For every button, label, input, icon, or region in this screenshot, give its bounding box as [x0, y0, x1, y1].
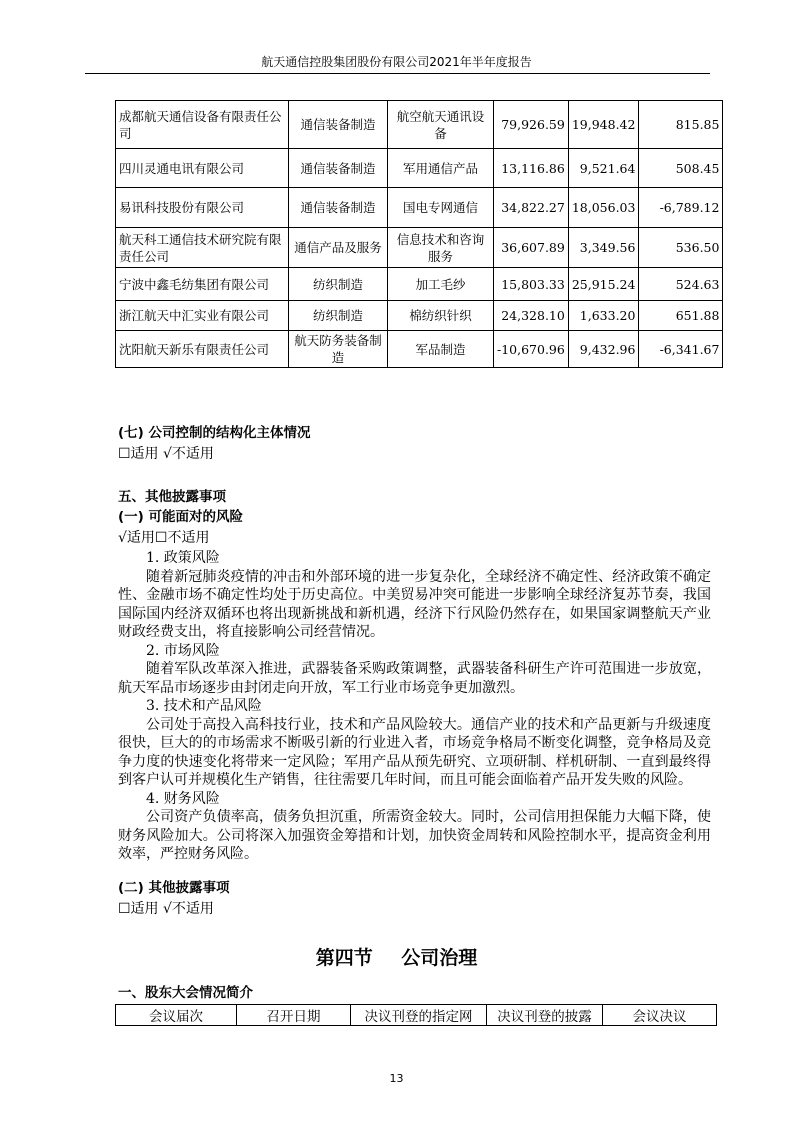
table-cell: 651.88 [639, 301, 723, 331]
table-cell: -6,789.12 [639, 188, 723, 228]
table-cell: 19,948.42 [568, 101, 639, 149]
table-cell: 纺织制造 [289, 301, 388, 331]
chapter-title: 第四节 公司治理 [315, 947, 478, 969]
table-cell: 34,822.27 [494, 188, 569, 228]
table-cell: 宁波中鑫毛纺集团有限公司 [116, 268, 289, 301]
table-cell: 815.85 [639, 101, 723, 149]
risk-body: 随着新冠肺炎疫情的冲击和外部环境的进一步复杂化，全球经济不确定性、经济政策不确定性、金融市场不确定性均处于历史高位。中美贸易冲突可能进一步影响全球经济复苏节奏，我国国际国内经济双循环也将出现新挑战和新机遇，经济下行风险仍然存在，如果国家调整航天产业财政经费支出，将直接影响公司经营情况。 [118, 568, 711, 640]
table-cell: 524.63 [639, 268, 723, 301]
table-cell: 508.45 [639, 149, 723, 188]
risk-title: 3. 技术和产品风险 [146, 698, 262, 714]
section-5-2-applicability: ☐适用 √不适用 [118, 900, 214, 917]
risk-title: 4. 财务风险 [146, 790, 220, 807]
table-cell: 国电专网通信 [388, 188, 494, 228]
column-header: 决议刊登的披露 [487, 1005, 603, 1026]
table-row [116, 268, 723, 301]
table-cell: 通信装备制造 [289, 188, 388, 228]
table-cell: 通信装备制造 [289, 149, 388, 188]
table-cell: 3,349.56 [568, 228, 639, 268]
table-cell: 航天防务装备制造 [289, 331, 388, 368]
table-cell: 18,056.03 [568, 188, 639, 228]
page-number: 13 [389, 1072, 404, 1085]
table-cell: 四川灵通电讯有限公司 [116, 149, 289, 188]
shareholder-meeting-table [115, 1004, 717, 1026]
risk-title: 2. 市场风险 [146, 642, 220, 659]
table-row [116, 101, 723, 149]
table-cell: 浙江航天中汇实业有限公司 [116, 301, 289, 331]
table-cell: 1,633.20 [568, 301, 639, 331]
table-cell: 36,607.89 [494, 228, 569, 268]
risk-section-flow [118, 549, 711, 920]
table-cell: 军品制造 [388, 331, 494, 368]
table-cell: 9,432.96 [568, 331, 639, 368]
table-row [116, 331, 723, 368]
section-7-title: (七) 公司控制的结构化主体情况 [118, 425, 311, 441]
table-cell: 易讯科技股份有限公司 [116, 188, 289, 228]
table-cell: 纺织制造 [289, 268, 388, 301]
column-header: 召开日期 [237, 1005, 351, 1026]
table-cell: 通信产品及服务 [289, 228, 388, 268]
table-row [116, 188, 723, 228]
table-cell: 信息技术和咨询服务 [388, 228, 494, 268]
table-cell: 25,915.24 [568, 268, 639, 301]
table-cell: 79,926.59 [494, 101, 569, 149]
risk-body: 公司处于高投入高科技行业，技术和产品风险较大。通信产业的技术和产品更新与升级速度很快，巨大的的市场需求不断吸引新的行业进入者，市场竞争格局不断变化调整，竞争格局及竞争力度的快速变化将带来一定风险；军用产品从预先研究、立项研制、样机研制、一直到最终得到客户认可并规模化生产销售，往往需要几年时间，而且可能会面临着产品开发失败的风险。 [118, 716, 711, 788]
section-5-2-title: (二) 其他披露事项 [118, 879, 230, 896]
risk-title: 1. 政策风险 [146, 550, 220, 566]
table-cell: 15,803.33 [494, 268, 569, 301]
shareholder-meeting-title: 一、股东大会情况简介 [118, 985, 253, 1001]
section-5-1-applicability: √适用☐不适用 [118, 530, 210, 546]
section-5-1-title: (一) 可能面对的风险 [118, 509, 244, 525]
column-header: 会议届次 [116, 1005, 237, 1026]
table-cell: -6,341.67 [639, 331, 723, 368]
risk-body: 随着军队改革深入推进，武器装备采购政策调整，武器装备科研生产许可范围进一步放宽，航天军品市场逐步由封闭走向开放，军工行业市场竞争更加激烈。 [118, 661, 711, 696]
table-row [116, 149, 723, 188]
subsidiaries-table [115, 100, 723, 368]
table-cell: 13,116.86 [494, 149, 569, 188]
table-cell: 536.50 [639, 228, 723, 268]
table-cell: 加工毛纱 [388, 268, 494, 301]
section-5-title: 五、其他披露事项 [118, 489, 226, 505]
section-7-applicability: ☐适用 √不适用 [118, 446, 214, 462]
page-header: 航天通信控股集团股份有限公司2021年半年度报告 [261, 55, 532, 69]
risk-list [118, 549, 711, 864]
table-row [116, 301, 723, 331]
table-cell: 军用通信产品 [388, 149, 494, 188]
risk-body: 公司资产负债率高，债务负担沉重，所需资金较大。同时，公司信用担保能力大幅下降，使财务风险加大。公司将深入加强资金筹措和计划，加快资金周转和风险控制水平，提高资金利用效率，严控财务风险。 [118, 809, 711, 862]
table-cell: 航空航天通讯设备 [388, 101, 494, 149]
table-cell: 沈阳航天新乐有限责任公司 [116, 331, 289, 368]
column-header: 决议刊登的指定网 [351, 1005, 487, 1026]
table-cell: 通信装备制造 [289, 101, 388, 149]
table-cell: 9,521.64 [568, 149, 639, 188]
table-cell: 棉纺织针织 [388, 301, 494, 331]
table-row [116, 228, 723, 268]
table-cell: 航天科工通信技术研究院有限责任公司 [116, 228, 289, 268]
table-cell: 成都航天通信设备有限责任公司 [116, 101, 289, 149]
table-cell: -10,670.96 [494, 331, 569, 368]
column-header: 会议决议 [603, 1005, 717, 1026]
table-cell: 24,328.10 [494, 301, 569, 331]
header-divider [85, 73, 710, 74]
